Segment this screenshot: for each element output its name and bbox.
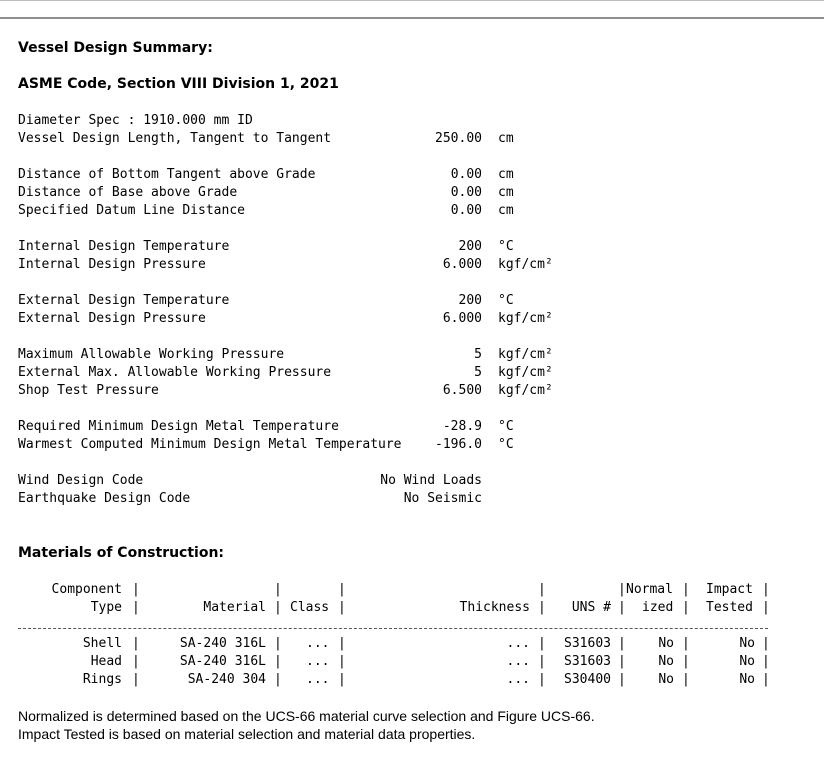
warm-mdmt-value: -196.0 <box>435 437 482 452</box>
warm-mdmt-unit: °C <box>498 437 514 452</box>
cell-normalized: No <box>658 654 674 669</box>
cell-thickness: ... <box>506 636 530 651</box>
sep: | <box>274 672 282 687</box>
header-normal: Normal <box>626 582 673 597</box>
ext-press-label: External Design Pressure <box>18 311 206 326</box>
materials-title: Materials of Construction: <box>18 545 225 561</box>
cell-material: SA-240 316L <box>179 654 266 669</box>
cell-material: SA-240 304 <box>187 672 266 687</box>
cell-impact: No <box>739 672 755 687</box>
wind-value: No Wind Loads <box>380 473 482 488</box>
sep: | <box>274 636 282 651</box>
ext-temp-value: 200 <box>458 293 482 308</box>
sep: | <box>538 636 546 651</box>
base-value: 0.00 <box>450 185 482 200</box>
header-divider <box>0 17 824 19</box>
datum-unit: cm <box>498 203 514 218</box>
cell-uns: S31603 <box>564 636 611 651</box>
sep: | <box>618 636 626 651</box>
req-mdmt-unit: °C <box>498 419 514 434</box>
sep: | <box>132 600 140 615</box>
sep: | <box>762 582 770 597</box>
datum-value: 0.00 <box>450 203 482 218</box>
bottom-tangent-unit: cm <box>498 167 514 182</box>
sep: | <box>682 636 690 651</box>
sep: | <box>274 654 282 669</box>
sep: | <box>618 672 626 687</box>
int-temp-label: Internal Design Temperature <box>18 239 230 254</box>
cell-impact: No <box>739 636 755 651</box>
sep: | <box>762 600 770 615</box>
sep: | <box>618 654 626 669</box>
sep: | <box>132 672 140 687</box>
base-label: Distance of Base above Grade <box>18 185 238 200</box>
cell-uns: S30400 <box>564 672 611 687</box>
cell-thickness: ... <box>506 672 530 687</box>
wind-label: Wind Design Code <box>18 473 144 488</box>
diameter-spec: Diameter Spec : 1910.000 mm ID <box>18 113 253 128</box>
header-class: Class <box>290 600 330 615</box>
header-type: Type <box>90 600 122 615</box>
int-press-label: Internal Design Pressure <box>18 257 206 272</box>
header-uns: UNS # <box>571 600 611 615</box>
cell-material: SA-240 316L <box>179 636 266 651</box>
sep: | <box>132 582 140 597</box>
shop-test-label: Shop Test Pressure <box>18 383 159 398</box>
mawp-label: Maximum Allowable Working Pressure <box>18 347 285 362</box>
cell-component: Rings <box>82 672 122 687</box>
sep: | <box>274 600 282 615</box>
cell-component: Head <box>90 654 122 669</box>
sep: | <box>338 582 346 597</box>
sep: | <box>338 636 346 651</box>
ext-mawp-label: External Max. Allowable Working Pressure <box>18 365 332 380</box>
warm-mdmt-label: Warmest Computed Minimum Design Metal Temperature <box>18 437 402 452</box>
summary-title: Vessel Design Summary: <box>18 40 213 56</box>
sep: | <box>682 582 690 597</box>
sep: | <box>538 582 546 597</box>
sep: | <box>132 636 140 651</box>
quake-value: No Seismic <box>403 491 482 506</box>
datum-label: Specified Datum Line Distance <box>18 203 245 218</box>
shop-test-unit: kgf/cm² <box>498 383 553 398</box>
header-thickness: Thickness <box>459 600 530 615</box>
sep: | <box>132 654 140 669</box>
cell-thickness: ... <box>506 654 530 669</box>
ext-mawp-value: 5 <box>474 365 482 380</box>
sep: | <box>338 600 346 615</box>
header-component: Component <box>51 582 122 597</box>
base-unit: cm <box>498 185 514 200</box>
bottom-tangent-value: 0.00 <box>450 167 482 182</box>
sep: | <box>538 600 546 615</box>
ext-press-unit: kgf/cm² <box>498 311 553 326</box>
design-length-label: Vessel Design Length, Tangent to Tangent <box>18 131 332 146</box>
cell-impact: No <box>739 654 755 669</box>
req-mdmt-label: Required Minimum Design Metal Temperature <box>18 419 339 434</box>
cell-class: ... <box>306 636 330 651</box>
header-impact: Impact <box>706 582 753 597</box>
cell-normalized: No <box>658 636 674 651</box>
sep: | <box>618 582 626 597</box>
sep: | <box>682 654 690 669</box>
design-length-value: 250.00 <box>435 131 482 146</box>
sep: | <box>762 672 770 687</box>
design-length-unit: cm <box>498 131 514 146</box>
cell-component: Shell <box>82 636 122 651</box>
header-material: Material <box>203 600 266 615</box>
req-mdmt-value: -28.9 <box>442 419 482 434</box>
cell-class: ... <box>306 672 330 687</box>
quake-label: Earthquake Design Code <box>18 491 191 506</box>
shop-test-value: 6.500 <box>442 383 482 398</box>
sep: | <box>538 672 546 687</box>
mawp-value: 5 <box>474 347 482 362</box>
cell-uns: S31603 <box>564 654 611 669</box>
int-press-unit: kgf/cm² <box>498 257 553 272</box>
sep: | <box>338 672 346 687</box>
mawp-unit: kgf/cm² <box>498 347 553 362</box>
note-normalized: Normalized is determined based on the UCS-66 material curve selection and Figure UCS-66. <box>18 708 595 724</box>
code-heading: ASME Code, Section VIII Division 1, 2021 <box>18 76 339 92</box>
note-impact: Impact Tested is based on material selection and material data properties. <box>18 726 476 742</box>
top-border <box>0 0 824 1</box>
sep: | <box>682 600 690 615</box>
table-divider <box>18 628 768 629</box>
bottom-tangent-label: Distance of Bottom Tangent above Grade <box>18 167 316 182</box>
sep: | <box>762 636 770 651</box>
sep: | <box>274 582 282 597</box>
sep: | <box>338 654 346 669</box>
ext-mawp-unit: kgf/cm² <box>498 365 553 380</box>
int-temp-value: 200 <box>458 239 482 254</box>
int-press-value: 6.000 <box>442 257 482 272</box>
ext-temp-label: External Design Temperature <box>18 293 230 308</box>
cell-class: ... <box>306 654 330 669</box>
cell-normalized: No <box>658 672 674 687</box>
header-ized: ized <box>642 600 674 615</box>
ext-temp-unit: °C <box>498 293 514 308</box>
sep: | <box>762 654 770 669</box>
header-tested: Tested <box>706 600 753 615</box>
int-temp-unit: °C <box>498 239 514 254</box>
sep: | <box>618 600 626 615</box>
sep: | <box>682 672 690 687</box>
sep: | <box>538 654 546 669</box>
ext-press-value: 6.000 <box>442 311 482 326</box>
